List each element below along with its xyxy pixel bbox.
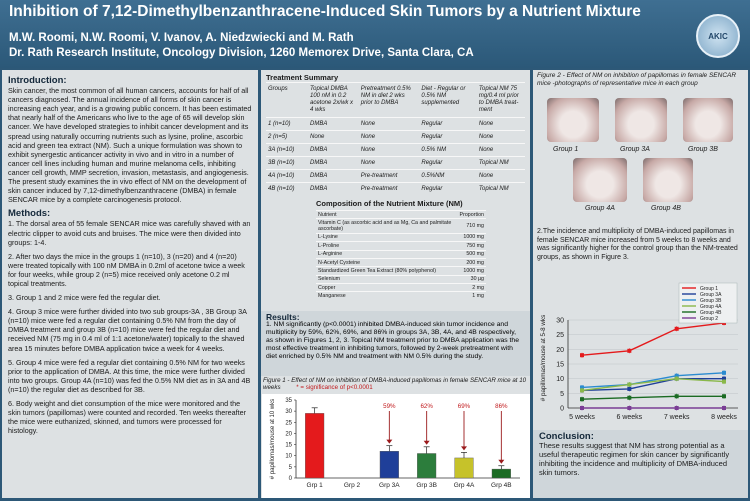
data-point: [580, 353, 584, 357]
table-header-row: Groups Topical DMBA 100 nM in 0.2 acetone 2x/wk x 4 wks Pretreatment 0.5% NM in diet 2 wks prior to DMBA Diet - Regular or 0.5% NM supplemented Topical NM 75 mg/0.4 ml prior to DMBA treat-ment: [266, 83, 525, 118]
table-row: 2 (n=5) None None Regular None: [266, 131, 525, 144]
intro-body: The annual incidence of all forms of skin cancer is increasing each year, and is a growing public concern. It has been estimated that nearly half of the Americans who live to the age of 65 will develop skin cancer. We have developed strategies to inhibit cancer development and its spread using naturally occurring nutrients such as lysine, proline, ascorbic acid and green tea extract (NM). Such a unique formulation was shown to exhibit synergestic anticancer activity in vivo and in vitro in a number of cancer cell lines including human and murine melanoma cells, inhibiting cancer cell growth, MMP secretion, invasion, metastasis, and angiogenesis. The present study examines the in vivo effect of NM on the development of skin cancer induced by 7,12-dimethylbenzanthracene (DMBA) in female SENCAR mice by a complete carcinogenesis protocol.: [8, 95, 252, 205]
x-tick-label: Grp 3B: [416, 482, 437, 489]
poster-title: Inhibition of 7,12-Dimethylbenzanthracene-Induced Skin Tumors by a Nutrient Mixture: [9, 3, 641, 20]
conclusion-text: These results suggest that NM has strong potential as a useful therapeutic regimen for skin cancer by significantly inhibiting the incidence and multiplicity of DMBA-induced skin tumors.: [539, 441, 730, 477]
results-text: 1. NM significantly (p<0.0001) inhibited DMBA-induced skin tumor incidence and multiplicity by 59%, 62%, 69%, and 86% in groups 3A, 3B, 4A, and 4B respectively, as shown in Figures 1, 2, 3. Topical NM treatment prior to DMBA application was the most effective treatment in inhibiting tumors, followed by 2-week pretreatment with diet enriched by 0.5% NM and treatment with NM 0.5% during the study.: [266, 321, 519, 360]
method-item: 3. Group 1 and 2 mice were fed the regular diet.: [8, 293, 161, 303]
intro-text: Skin cancer, the most common of all human cancers, accounts for half of all cancers diagnosed. The annual incidence of all forms of skin cancer is increasing each year, and is a growing public concern. It has been estimated that nearly half of the Americans who live to the age of 65 will develop skin cancer. We have developed strategies to inhibit cancer development and its spread using naturally occurring nutrients such as lysine, proline, ascorbic acid and green tea extract (NM). Such a unique formulation was shown to exhibit synergestic anticancer activity in vivo and in vitro in a number of cancer cell lines including human and murine melanoma cells, inhibiting cancer cell growth, MMP secretion, invasion, metastasis, and angiogenesis. The present study examines the in vivo effect of NM on the development of skin cancer induced by 7,12-dimethylbenzanthracene (DMBA) in female SENCAR mice by a complete carcinogenesis protocol.: [8, 86, 252, 205]
x-tick-label: 8 weeks: [711, 414, 737, 421]
table-row: Selenium 30 µg: [318, 276, 484, 283]
x-tick-label: Grp 1: [306, 482, 323, 489]
mouse-photo-group1: [547, 98, 599, 142]
percent-label: 59%: [383, 403, 396, 410]
data-point: [675, 327, 679, 331]
y-tick-label: 30: [285, 409, 292, 416]
institute-logo: AKIC: [696, 14, 740, 58]
legend-label: Group 4A: [700, 304, 722, 310]
bar: [305, 413, 324, 478]
percent-label: 69%: [457, 403, 471, 410]
x-tick-label: 6 weeks: [616, 414, 643, 421]
y-tick-label: 5: [288, 464, 292, 471]
methods-heading: Methods:: [8, 208, 51, 220]
intro-heading: Introduction:: [8, 75, 67, 86]
data-point: [580, 406, 584, 410]
y-tick-label: 25: [285, 420, 292, 427]
table-row: N-Acetyl Cysteine 200 mg: [318, 259, 484, 266]
authors: M.W. Roomi, N.W. Roomi, V. Ivanov, A. Niedzwiecki and M. Rath: [9, 32, 354, 44]
conclusion-heading: Conclusion:: [539, 431, 594, 442]
mouse-photo-group3a: [615, 98, 667, 142]
table-header-row: Nutrient Proportion: [318, 211, 484, 218]
table-row: 4B (n=10) DMBA Pre-treatment Regular Topical NM: [266, 183, 525, 196]
legend-label: Group 2: [700, 316, 719, 322]
y-tick-label: 25: [556, 332, 564, 340]
method-item: 4. Group 3 mice were further divided into two sub groups-3A , 3B Group 3A (n=10) mice were fed a regular diet containing 0.5% NM from the day of DMBA treatment and group 3B (n=10) mice were fed the regular diet and received NM (75 mg in 0.4 ml of 1:1 acetone/water) topically to the shaved area 15 minutes before DMBA application twice a week for 4 weeks.: [8, 307, 247, 353]
table-row: L-Arginine 500 mg: [318, 251, 484, 258]
data-point: [675, 406, 679, 410]
y-tick-label: 0: [560, 405, 564, 413]
photo-label: Group 3A: [620, 146, 650, 153]
percent-label: 62%: [420, 403, 433, 410]
data-point: [627, 387, 631, 391]
treatment-table: [266, 82, 525, 195]
bar: [455, 458, 474, 478]
data-point: [627, 349, 631, 353]
data-point: [722, 394, 726, 398]
data-point: [580, 397, 584, 401]
legend-label: Group 3B: [700, 298, 722, 304]
y-tick-label: 30: [556, 317, 564, 325]
data-point: [722, 371, 726, 375]
data-point: [627, 406, 631, 410]
left-column: [2, 70, 258, 498]
y-axis-label: # papillomas/mouse at 5-8 wks: [540, 314, 547, 402]
photo-label: Group 4B: [651, 205, 681, 212]
mouse-photo-group4b: [643, 158, 693, 202]
table-row: Vitamin C (as ascorbic acid and as Mg, Ca and palmitate ascorbate) 710 mg: [318, 220, 484, 233]
x-tick-label: Grp 4B: [491, 482, 512, 489]
method-item: 1. The dorsal area of 55 female SENCAR mice was carefully shaved with an electric clipper to avoid cuts and bruises. The mice were then divided into groups: 1-4.: [8, 219, 251, 247]
y-tick-label: 20: [285, 431, 292, 438]
photo-label: Group 3B: [688, 146, 718, 153]
significance-note: * = significance of p<0.0001: [296, 384, 373, 392]
y-tick-label: 0: [288, 476, 292, 482]
results-heading: Results:: [266, 312, 300, 322]
table-row: L-Lysine 1000 mg: [318, 234, 484, 241]
legend-label: Group 4B: [700, 310, 722, 316]
bar: [417, 453, 436, 478]
data-point: [627, 383, 631, 387]
figure2-caption: Figure 2 - Effect of NM on inhibition of papillomas in female SENCAR mice -photographs of representative mice in each group: [537, 72, 737, 87]
table-row: 3A (n=10) DMBA None 0.5% NM None: [266, 144, 525, 157]
mouse-photo-group3b: [683, 98, 733, 142]
results-text-2: 2.The incidence and multiplicity of DMBA-induced papillomas in female SENCAR mice increased from 5 weeks to 8 weeks and was significantly higher for the control group than the NM-treated groups, as shown in Figure 3.: [537, 228, 738, 261]
table-row: 4A (n=10) DMBA Pre-treatment 0.5%NM None: [266, 170, 525, 183]
y-tick-label: 10: [285, 453, 292, 460]
photo-label: Group 1: [553, 146, 579, 153]
figure1-caption: Figure 1 - Effect of NM on inhibition of DMBA-induced papillomas in female SENCAR mice at 10 weeks * = significance of p<0.0001: [263, 377, 527, 392]
percent-label: 86%: [495, 403, 508, 410]
y-tick-label: 20: [556, 346, 564, 354]
y-tick-label: 5: [560, 390, 564, 398]
y-tick-label: 15: [285, 442, 292, 449]
institution: Dr. Rath Research Institute, Oncology Division, 1260 Memorex Drive, Santa Clara, CA: [9, 47, 474, 59]
data-point: [722, 406, 726, 410]
method-item: 6. Body weight and diet consumption of the mice were monitored and the skin tumors (papillomas) were counted and recorded. Ten weeks thereafter the mice were euthanized, skinned, and tumors were processed for histology.: [8, 399, 246, 436]
mouse-photo-group4a: [573, 158, 627, 202]
legend-label: Group 1: [700, 286, 719, 292]
y-tick-label: 10: [556, 376, 564, 384]
data-point: [675, 394, 679, 398]
composition-table: [316, 210, 486, 300]
x-tick-label: 5 weeks: [569, 414, 595, 421]
data-point: [675, 377, 679, 381]
data-point: [722, 380, 726, 384]
bar: [380, 451, 399, 478]
table-row: 1 (n=10) DMBA None Regular None: [266, 118, 525, 131]
method-item: 2. After two days the mice in the groups 1 (n=10), 3 (n=20) and 4 (n=20) were treated topically with 100 nM DMBA in 0.2ml of acetone twice a week for four weeks, while group 2 (n=5) mice received only acetone 0.2 ml topical treatments.: [8, 251, 245, 288]
figure3-line-chart: [534, 280, 747, 428]
figure1-bar-chart: [262, 394, 530, 498]
y-tick-label: 35: [285, 398, 292, 404]
y-axis-label: # papillomas/mouse at 10 wks: [270, 398, 276, 480]
legend-label: Group 3A: [700, 292, 722, 298]
x-tick-label: Grp 4A: [453, 482, 475, 489]
photo-label: Group 4A: [585, 205, 615, 212]
x-tick-label: Grp 2: [343, 482, 361, 489]
results-box: [261, 311, 530, 376]
table-row: Manganese 1 mg: [318, 293, 484, 300]
table-row: Standardized Green Tea Extract (80% polyphenol) 1000 mg: [318, 267, 484, 274]
table-row: 3B (n=10) DMBA None Regular Topical NM: [266, 157, 525, 170]
method-item: 5. Group 4 mice were fed a regular diet containing 0.5% NM for two weeks prior to the application of DMBA. At this time, the mice were further divided into two groups. Group 4A (n=10) was fed the 0.5% NM diet as in 3A and 4B (n=10) the regular diet as described for 3B.: [8, 357, 251, 394]
x-tick-label: 7 weeks: [663, 414, 690, 421]
table-row: Copper 2 mg: [318, 284, 484, 291]
x-tick-label: Grp 3A: [379, 482, 400, 489]
conclusion-box: [533, 430, 748, 498]
composition-heading: Composition of the Nutrient Mixture (NM): [316, 199, 463, 208]
data-point: [580, 388, 584, 392]
table-row: L-Proline 750 mg: [318, 242, 484, 249]
data-point: [627, 396, 631, 400]
bar: [492, 469, 511, 478]
treatment-heading: Treatment Summary: [266, 73, 339, 82]
y-tick-label: 15: [556, 361, 564, 369]
